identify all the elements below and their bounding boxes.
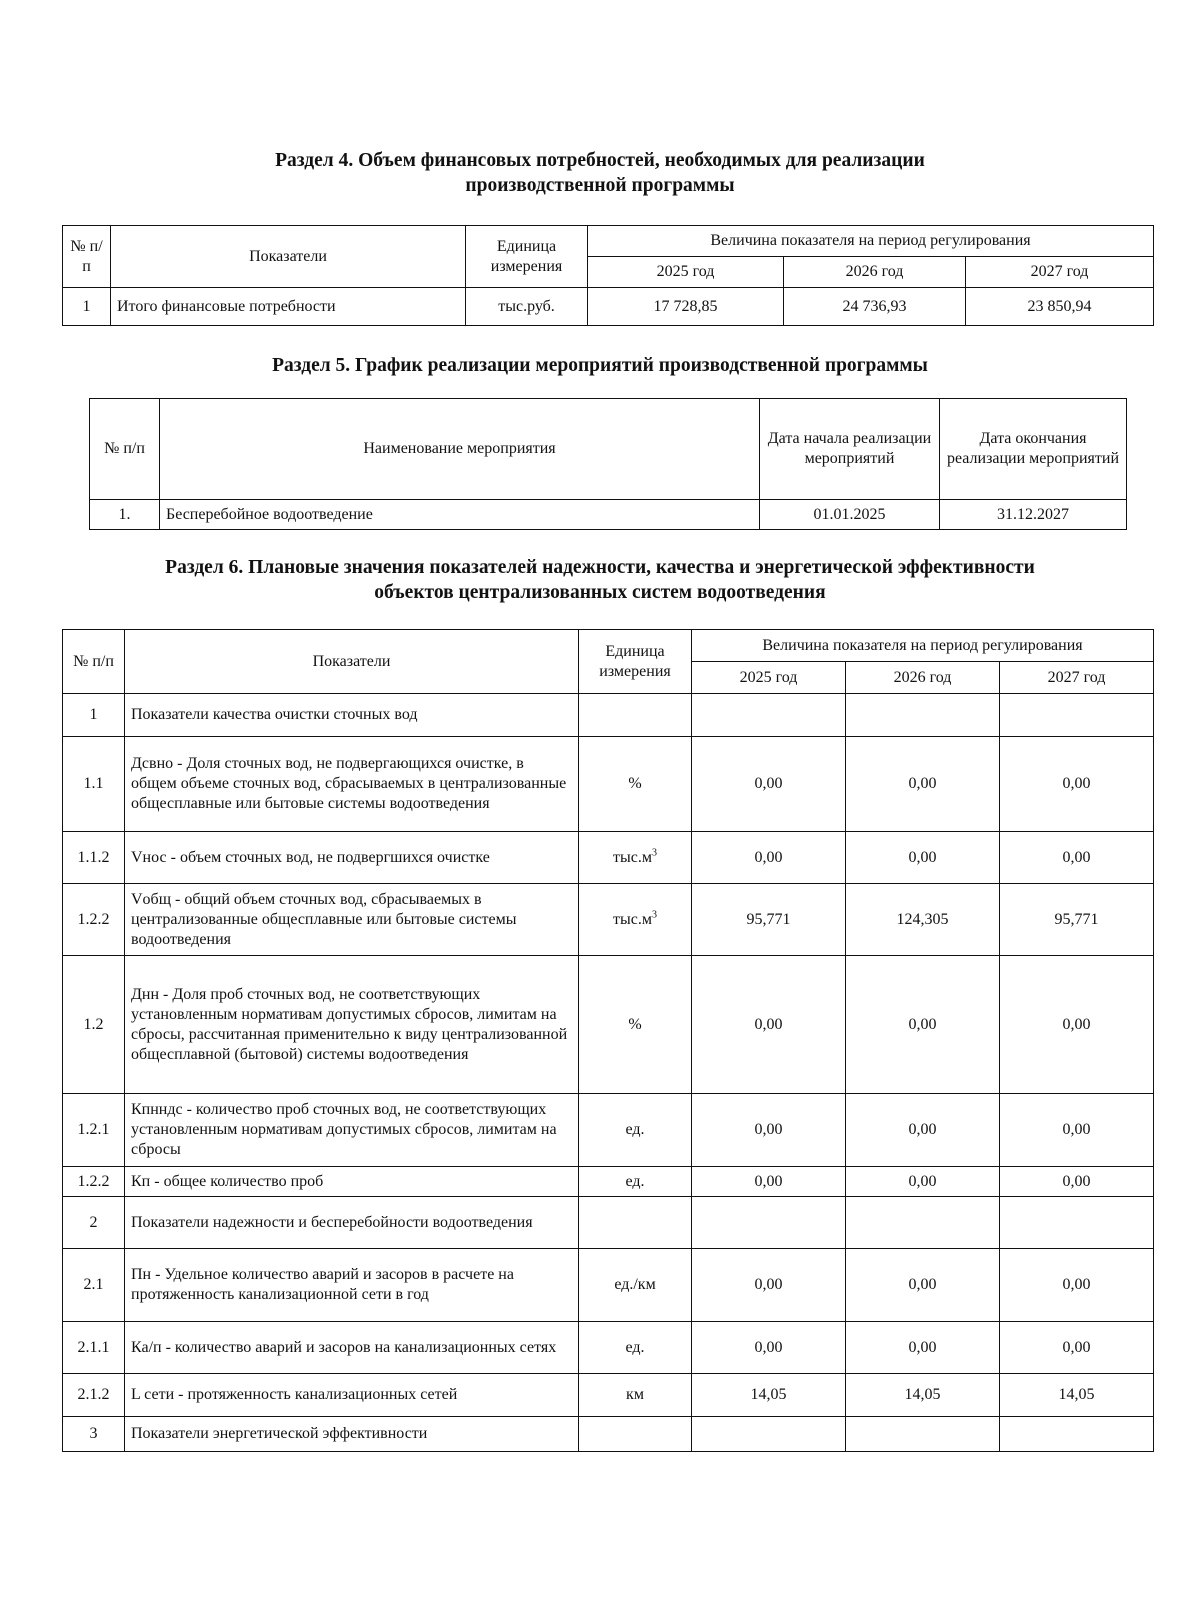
row-unit <box>579 694 692 737</box>
row-unit <box>579 832 692 884</box>
header-start-date: Дата начала реализации мероприятий <box>760 399 940 500</box>
row-num: 2.1.1 <box>63 1322 125 1374</box>
row-unit <box>579 884 692 956</box>
row-num: 1.2 <box>63 956 125 1094</box>
section-4-title <box>60 148 1140 198</box>
row-value-2027 <box>1000 694 1154 737</box>
row-unit <box>579 1094 692 1167</box>
row-num: 2 <box>63 1197 125 1249</box>
row-value-2026: 0,00 <box>846 1322 1000 1374</box>
header-year-2027: 2027 год <box>966 257 1154 288</box>
row-value-2027: 23 850,94 <box>966 288 1154 326</box>
row-value-2026: 0,00 <box>846 1167 1000 1197</box>
header-num: № п/п <box>63 630 125 694</box>
row-unit <box>579 1197 692 1249</box>
row-name: Показатели надежности и бесперебойности водоотведения <box>125 1197 579 1249</box>
row-value-2025: 14,05 <box>692 1374 846 1417</box>
row-unit-text: % <box>628 1015 642 1033</box>
table-row <box>63 1167 1154 1197</box>
row-num: 2.1.2 <box>63 1374 125 1417</box>
row-unit: тыс.руб. <box>466 288 588 326</box>
row-name: Пн - Удельное количество аварий и засоров в расчете на протяженность канализационной сети в год <box>125 1249 579 1322</box>
row-value-2027: 0,00 <box>1000 832 1154 884</box>
row-name: L сети - протяженность канализационных сетей <box>125 1374 579 1417</box>
row-name: Бесперебойное водоотведение <box>160 500 760 530</box>
row-unit <box>579 1374 692 1417</box>
row-value-2026 <box>846 1417 1000 1452</box>
row-value-2025: 0,00 <box>692 737 846 832</box>
header-period: Величина показателя на период регулирования <box>692 630 1154 662</box>
row-value-2026: 24 736,93 <box>784 288 966 326</box>
section-6-title <box>60 555 1140 605</box>
header-period: Величина показателя на период регулирования <box>588 226 1154 257</box>
table-row <box>63 832 1154 884</box>
header-indicator: Показатели <box>111 226 466 288</box>
row-num: 1.2.1 <box>63 1094 125 1167</box>
row-value-2026 <box>846 1197 1000 1249</box>
row-num: 1.1 <box>63 737 125 832</box>
row-value-2027: 0,00 <box>1000 1322 1154 1374</box>
row-name: Показатели качества очистки сточных вод <box>125 694 579 737</box>
row-value-2025 <box>692 694 846 737</box>
row-value-2027 <box>1000 1197 1154 1249</box>
row-value-2025: 0,00 <box>692 956 846 1094</box>
table-row <box>63 737 1154 832</box>
row-unit-text: ед. <box>625 1338 645 1356</box>
row-value-2026: 0,00 <box>846 832 1000 884</box>
table-row <box>63 956 1154 1094</box>
header-num: № п/п <box>90 399 160 500</box>
row-value-2026: 0,00 <box>846 1094 1000 1167</box>
section-6-title-line1: Раздел 6. Плановые значения показателей надежности, качества и энергетической эффективности <box>165 557 1035 578</box>
row-value-2025: 17 728,85 <box>588 288 784 326</box>
row-unit-text: ед. <box>625 1172 645 1190</box>
header-year-2025: 2025 год <box>588 257 784 288</box>
row-name: Кп - общее количество проб <box>125 1167 579 1197</box>
row-value-2025: 0,00 <box>692 1249 846 1322</box>
row-name: Кпнндс - количество проб сточных вод, не соответствующих установленным нормативам допустимых сбросов, лимитам на сбросы <box>125 1094 579 1167</box>
row-num: 3 <box>63 1417 125 1452</box>
row-unit-text: % <box>628 775 642 792</box>
section-6-title-line2: объектов централизованных систем водоотведения <box>374 582 826 603</box>
header-unit: Единица измерения <box>466 226 588 288</box>
schedule-table <box>89 398 1127 530</box>
header-year-2026: 2026 год <box>784 257 966 288</box>
row-unit <box>579 1249 692 1322</box>
unit-superscript: 3 <box>651 847 657 859</box>
row-value-2027: 0,00 <box>1000 1094 1154 1167</box>
row-value-2025 <box>692 1417 846 1452</box>
table-row <box>63 1322 1154 1374</box>
table-row <box>63 1249 1154 1322</box>
header-num: № п/п <box>63 226 111 288</box>
row-unit-text: тыс.м <box>613 910 652 928</box>
row-unit <box>579 1322 692 1374</box>
table-row <box>63 694 1154 737</box>
row-num: 1 <box>63 694 125 737</box>
row-value-2027 <box>1000 1417 1154 1452</box>
row-unit <box>579 737 692 832</box>
row-value-2026: 0,00 <box>846 737 1000 832</box>
section-4-title-line1: Раздел 4. Объем финансовых потребностей, необходимых для реализации <box>275 150 925 171</box>
row-unit <box>579 1167 692 1197</box>
table-row <box>63 288 1154 326</box>
header-event: Наименование мероприятия <box>160 399 760 500</box>
row-value-2025: 0,00 <box>692 1167 846 1197</box>
row-value-2027: 0,00 <box>1000 956 1154 1094</box>
table-row <box>63 884 1154 956</box>
row-value-2027: 0,00 <box>1000 1249 1154 1322</box>
row-num: 1.2.2 <box>63 1167 125 1197</box>
row-value-2025: 95,771 <box>692 884 846 956</box>
header-indicator: Показатели <box>125 630 579 694</box>
indicators-table <box>62 629 1154 1452</box>
row-value-2025 <box>692 1197 846 1249</box>
header-year-2026: 2026 год <box>846 662 1000 694</box>
row-name: Днн - Доля проб сточных вод, не соответствующих установленным нормативам допустимых сбросов, лимитам на сбросы, рассчитанная применительно к виду централизованной общесплавной (бытовой) системы водоотведения <box>125 956 579 1094</box>
row-value-2027: 14,05 <box>1000 1374 1154 1417</box>
unit-superscript: 3 <box>651 909 657 921</box>
row-value-2026: 14,05 <box>846 1374 1000 1417</box>
header-unit: Единица измерения <box>579 630 692 694</box>
header-year-2027: 2027 год <box>1000 662 1154 694</box>
row-value-2026: 0,00 <box>846 956 1000 1094</box>
header-year-2025: 2025 год <box>692 662 846 694</box>
financial-needs-table <box>62 225 1154 326</box>
row-name: Итого финансовые потребности <box>111 288 466 326</box>
row-unit <box>579 956 692 1094</box>
table-row <box>90 500 1127 530</box>
row-start-date: 01.01.2025 <box>760 500 940 530</box>
row-value-2027: 0,00 <box>1000 737 1154 832</box>
row-unit-text: ед./км <box>614 1276 656 1293</box>
row-name: Vобщ - общий объем сточных вод, сбрасываемых в централизованные общесплавные или бытовые системы водоотведения <box>125 884 579 956</box>
row-value-2025: 0,00 <box>692 1094 846 1167</box>
row-num: 2.1 <box>63 1249 125 1322</box>
row-num: 1 <box>63 288 111 326</box>
row-unit <box>579 1417 692 1452</box>
row-value-2026 <box>846 694 1000 737</box>
row-value-2027: 0,00 <box>1000 1167 1154 1197</box>
row-name: Ка/п - количество аварий и засоров на канализационных сетях <box>125 1322 579 1374</box>
row-name: Vнос - объем сточных вод, не подвергшихся очистке <box>125 832 579 884</box>
table-row <box>63 1197 1154 1249</box>
row-value-2025: 0,00 <box>692 1322 846 1374</box>
row-num: 1.1.2 <box>63 832 125 884</box>
row-value-2026: 124,305 <box>846 884 1000 956</box>
row-value-2026: 0,00 <box>846 1249 1000 1322</box>
row-unit-text: тыс.м <box>613 848 652 866</box>
section-4-title-line2: производственной программы <box>465 175 735 196</box>
row-value-2027: 95,771 <box>1000 884 1154 956</box>
row-name: Показатели энергетической эффективности <box>125 1417 579 1452</box>
table-row <box>63 1417 1154 1452</box>
row-num: 1.2.2 <box>63 884 125 956</box>
row-num: 1. <box>90 500 160 530</box>
row-end-date: 31.12.2027 <box>940 500 1127 530</box>
row-name: Дсвно - Доля сточных вод, не подвергающихся очистке, в общем объеме сточных вод, сбрасываемых в централизованные общесплавные или бытовые системы водоотведения <box>125 737 579 832</box>
row-unit-text: км <box>626 1386 644 1403</box>
header-end-date: Дата окончания реализации мероприятий <box>940 399 1127 500</box>
section-5-title: Раздел 5. График реализации мероприятий производственной программы <box>272 355 928 376</box>
row-unit-text: ед. <box>625 1121 645 1138</box>
table-row <box>63 1374 1154 1417</box>
row-value-2025: 0,00 <box>692 832 846 884</box>
table-row <box>63 1094 1154 1167</box>
